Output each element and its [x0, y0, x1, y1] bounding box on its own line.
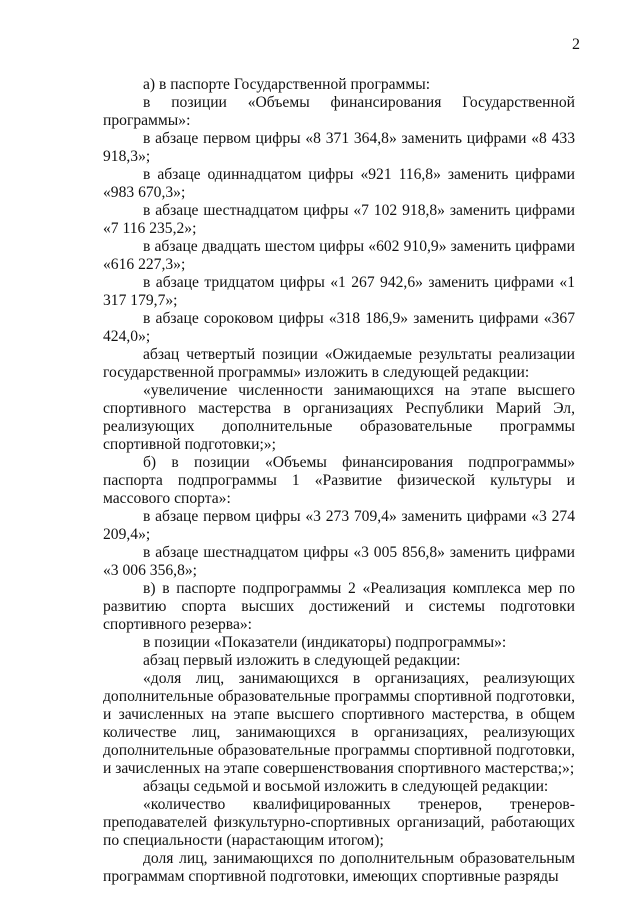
- paragraph: абзац первый изложить в следующей редакции:: [143, 652, 461, 669]
- paragraph: в) в паспорте подпрограммы 2 «Реализация комплекса мер по развитию спорта высших достижений и системы подготовки спортивного резерва»:: [103, 580, 575, 633]
- paragraph: доля лиц, занимающихся по дополнительным образовательным программам спортивной подготовки, имеющих спортивные разряды: [103, 850, 575, 885]
- paragraph: в абзаце двадцать шестом цифры «602 910,9» заменить цифрами «616 227,3»;: [103, 238, 575, 273]
- paragraph: «количество квалифицированных тренеров, тренеров-преподавателей физкультурно-спортивных организаций, работающих по специальности (нарастающим итогом);: [103, 796, 575, 849]
- paragraph: в абзаце тридцатом цифры «1 267 942,6» заменить цифрами «1 317 179,7»;: [103, 274, 575, 309]
- paragraph: в абзаце одиннадцатом цифры «921 116,8» заменить цифрами «983 670,3»;: [103, 166, 575, 201]
- paragraph: в позиции «Показатели (индикаторы) подпрограммы»:: [143, 634, 507, 651]
- paragraph: б) в позиции «Объемы финансирования подпрограммы» паспорта подпрограммы 1 «Развитие физической культуры и массового спорта»:: [103, 454, 575, 507]
- paragraph: «доля лиц, занимающихся в организациях, реализующих дополнительные образовательные программы спортивной подготовки, и зачисленных на этапе высшего спортивного мастерства, в общем количестве лиц, занимающихся в организациях, реализующих дополнительные образовательные программы спортивной подготовки, и зачисленных на этапе совершенствования спортивного мастерства;»;: [103, 670, 575, 777]
- paragraph: в позиции «Объемы финансирования Государственной программы»:: [103, 94, 575, 129]
- paragraph: в абзаце шестнадцатом цифры «7 102 918,8» заменить цифрами «7 116 235,2»;: [103, 202, 575, 237]
- paragraph: абзацы седьмой и восьмой изложить в следующей редакции:: [143, 778, 549, 795]
- paragraph: абзац четвертый позиции «Ожидаемые результаты реализации государственной программы» изложить в следующей редакции:: [103, 346, 575, 381]
- paragraph: в абзаце первом цифры «8 371 364,8» заменить цифрами «8 433 918,3»;: [103, 130, 575, 165]
- paragraph: «увеличение численности занимающихся на этапе высшего спортивного мастерства в организациях Республики Марий Эл, реализующих дополнительные образовательные программы спортивной подготовки;»;: [103, 382, 575, 453]
- paragraph: в абзаце сороковом цифры «318 186,9» заменить цифрами «367 424,0»;: [103, 310, 575, 345]
- paragraph: а) в паспорте Государственной программы:: [143, 76, 431, 93]
- document-body: [103, 76, 575, 886]
- paragraph: в абзаце шестнадцатом цифры «3 005 856,8» заменить цифрами «3 006 356,8»;: [103, 544, 575, 579]
- paragraph: в абзаце первом цифры «3 273 709,4» заменить цифрами «3 274 209,4»;: [103, 508, 575, 543]
- page-number: 2: [572, 36, 580, 53]
